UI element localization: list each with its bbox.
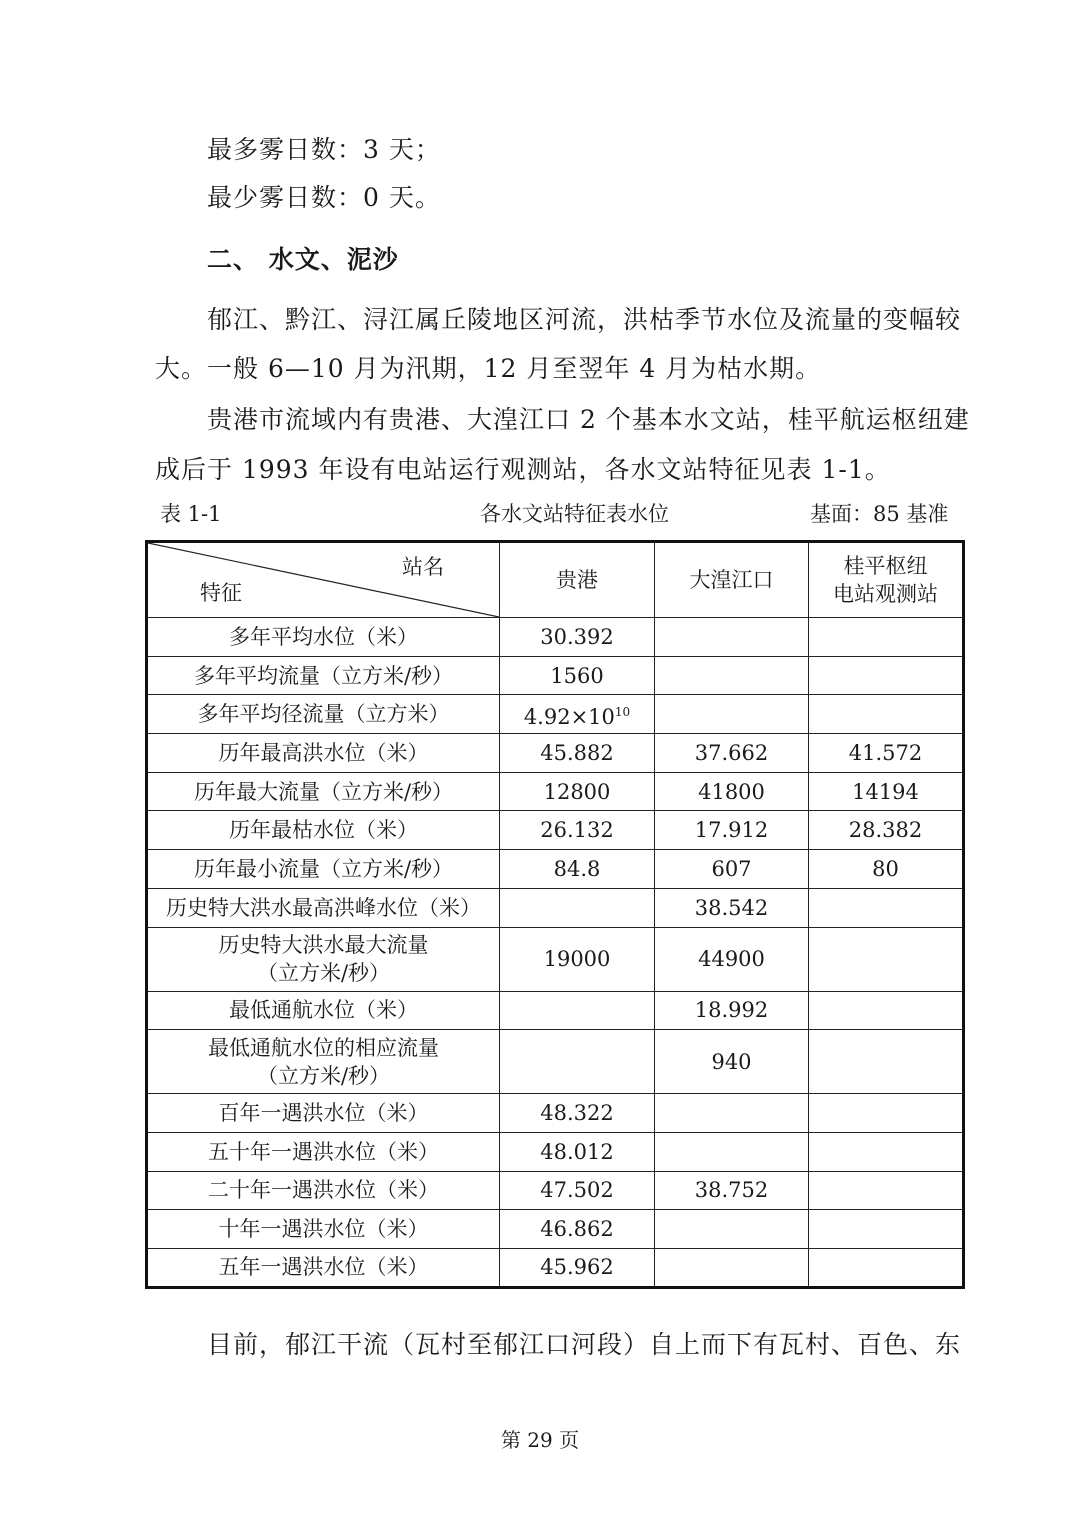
diagonal-header-cell — [147, 542, 500, 618]
feature-label: 特征 — [200, 581, 242, 605]
cell-dahuangjiangkou: 607 — [655, 850, 809, 889]
cell-guiping — [809, 991, 964, 1030]
cell-dahuangjiangkou: 940 — [655, 1030, 809, 1094]
paragraph-2-line-2: 成后于 1993 年设有电站运行观测站，各水文站特征见表 1-1。 — [155, 455, 891, 484]
cell-dahuangjiangkou — [655, 695, 809, 734]
row-label: 最低通航水位（米） — [147, 991, 500, 1030]
row-label-line1: 历史特大洪水最大流量 — [218, 933, 429, 957]
row-label — [147, 1030, 500, 1094]
table-row — [147, 734, 964, 773]
cell-guigang: 30.392 — [500, 618, 655, 657]
row-label: 多年平均流量（立方米/秒） — [147, 656, 500, 695]
table-header-row — [147, 542, 964, 618]
cell-guiping — [809, 1030, 964, 1094]
row-label: 历史特大洪水最高洪峰水位（米） — [147, 888, 500, 927]
cell-dahuangjiangkou — [655, 618, 809, 657]
cell-guigang: 48.012 — [500, 1132, 655, 1171]
col-header-guiping-line2: 电站观测站 — [833, 582, 938, 606]
row-label-line1: 最低通航水位的相应流量 — [208, 1035, 439, 1060]
cell-dahuangjiangkou: 41800 — [655, 772, 809, 811]
table-row — [147, 1210, 964, 1249]
table-row — [147, 772, 964, 811]
station-name-label: 站名 — [402, 555, 444, 579]
cell-guigang: 47.502 — [500, 1171, 655, 1210]
cell-guigang: 46.862 — [500, 1210, 655, 1249]
runoff-base: 4.92×10 — [523, 704, 615, 729]
cell-dahuangjiangkou: 17.912 — [655, 811, 809, 850]
cell-guigang — [500, 888, 655, 927]
table-row — [147, 927, 964, 991]
cell-guiping — [809, 1210, 964, 1249]
row-label: 历年最枯水位（米） — [147, 811, 500, 850]
cell-guiping — [809, 1171, 964, 1210]
table-row — [147, 850, 964, 889]
cell-guigang: 19000 — [500, 927, 655, 991]
cell-dahuangjiangkou — [655, 656, 809, 695]
row-label: 五年一遇洪水位（米） — [147, 1248, 500, 1287]
cell-guigang — [500, 991, 655, 1030]
cell-dahuangjiangkou: 38.752 — [655, 1171, 809, 1210]
cell-guigang — [500, 1030, 655, 1094]
col-header-guigang: 贵港 — [500, 542, 655, 618]
cell-dahuangjiangkou: 37.662 — [655, 734, 809, 773]
cell-guigang: 45.882 — [500, 734, 655, 773]
table-caption-title: 各水文站特征表水位 — [480, 502, 669, 526]
cell-guiping: 14194 — [809, 772, 964, 811]
fog-min-line: 最少雾日数：0 天。 — [207, 183, 441, 212]
cell-guiping — [809, 927, 964, 991]
col-header-guiping-line1: 桂平枢纽 — [843, 554, 928, 578]
table-caption-datum: 基面：85 基准 — [810, 502, 949, 526]
table-row — [147, 695, 964, 734]
row-label: 历年最大流量（立方米/秒） — [147, 772, 500, 811]
cell-dahuangjiangkou: 18.992 — [655, 991, 809, 1030]
cell-dahuangjiangkou: 44900 — [655, 927, 809, 991]
table-row — [147, 1248, 964, 1287]
row-label: 十年一遇洪水位（米） — [147, 1210, 500, 1249]
cell-guiping: 41.572 — [809, 734, 964, 773]
row-label: 五十年一遇洪水位（米） — [147, 1132, 500, 1171]
row-label: 历年最小流量（立方米/秒） — [147, 850, 500, 889]
row-label: 多年平均水位（米） — [147, 618, 500, 657]
cell-guiping: 28.382 — [809, 811, 964, 850]
cell-guiping: 80 — [809, 850, 964, 889]
paragraph-3-line-1: 目前，郁江干流（瓦村至郁江口河段）自上而下有瓦村、百色、东 — [207, 1330, 962, 1359]
table-row — [147, 888, 964, 927]
row-label-line2: （立方米/秒） — [256, 961, 391, 985]
cell-guigang: 26.132 — [500, 811, 655, 850]
paragraph-1-line-2: 大。一般 6—10 月为汛期，12 月至翌年 4 月为枯水期。 — [155, 354, 822, 383]
col-header-dahuangjiangkou: 大湟江口 — [655, 542, 809, 618]
cell-dahuangjiangkou — [655, 1248, 809, 1287]
table-row — [147, 991, 964, 1030]
row-label: 历年最高洪水位（米） — [147, 734, 500, 773]
col-header-guiping-station — [809, 542, 964, 618]
cell-guiping — [809, 1094, 964, 1133]
cell-guiping — [809, 888, 964, 927]
hydrology-station-table — [145, 540, 965, 1289]
row-label — [147, 927, 500, 991]
row-label: 多年平均径流量（立方米） — [147, 695, 500, 734]
row-label: 百年一遇洪水位（米） — [147, 1094, 500, 1133]
row-label: 二十年一遇洪水位（米） — [147, 1171, 500, 1210]
section-heading: 二、 水文、泥沙 — [207, 245, 399, 274]
table-row — [147, 811, 964, 850]
cell-guigang: 1560 — [500, 656, 655, 695]
table-caption-number: 表 1-1 — [160, 502, 222, 526]
cell-dahuangjiangkou — [655, 1132, 809, 1171]
cell-guiping — [809, 1248, 964, 1287]
table-row — [147, 1171, 964, 1210]
cell-guigang — [500, 695, 655, 734]
table-row — [147, 618, 964, 657]
row-label-line2: （立方米/秒） — [256, 1063, 391, 1088]
cell-guiping — [809, 1132, 964, 1171]
cell-dahuangjiangkou — [655, 1210, 809, 1249]
paragraph-2-line-1: 贵港市流域内有贵港、大湟江口 2 个基本水文站，桂平航运枢纽建 — [207, 405, 970, 434]
cell-dahuangjiangkou — [655, 1094, 809, 1133]
table-row — [147, 1094, 964, 1133]
cell-guiping — [809, 695, 964, 734]
cell-guigang: 84.8 — [500, 850, 655, 889]
cell-guigang: 12800 — [500, 772, 655, 811]
cell-guiping — [809, 656, 964, 695]
cell-guiping — [809, 618, 964, 657]
runoff-exponent: 10 — [614, 704, 631, 719]
table-row — [147, 1132, 964, 1171]
paragraph-1-line-1: 郁江、黔江、浔江属丘陵地区河流，洪枯季节水位及流量的变幅较 — [207, 305, 962, 334]
cell-guigang: 45.962 — [500, 1248, 655, 1287]
page-number: 第 29 页 — [500, 1428, 580, 1452]
table-row — [147, 1030, 964, 1094]
cell-dahuangjiangkou: 38.542 — [655, 888, 809, 927]
table-row — [147, 656, 964, 695]
fog-max-line: 最多雾日数：3 天； — [207, 135, 441, 164]
cell-guigang: 48.322 — [500, 1094, 655, 1133]
